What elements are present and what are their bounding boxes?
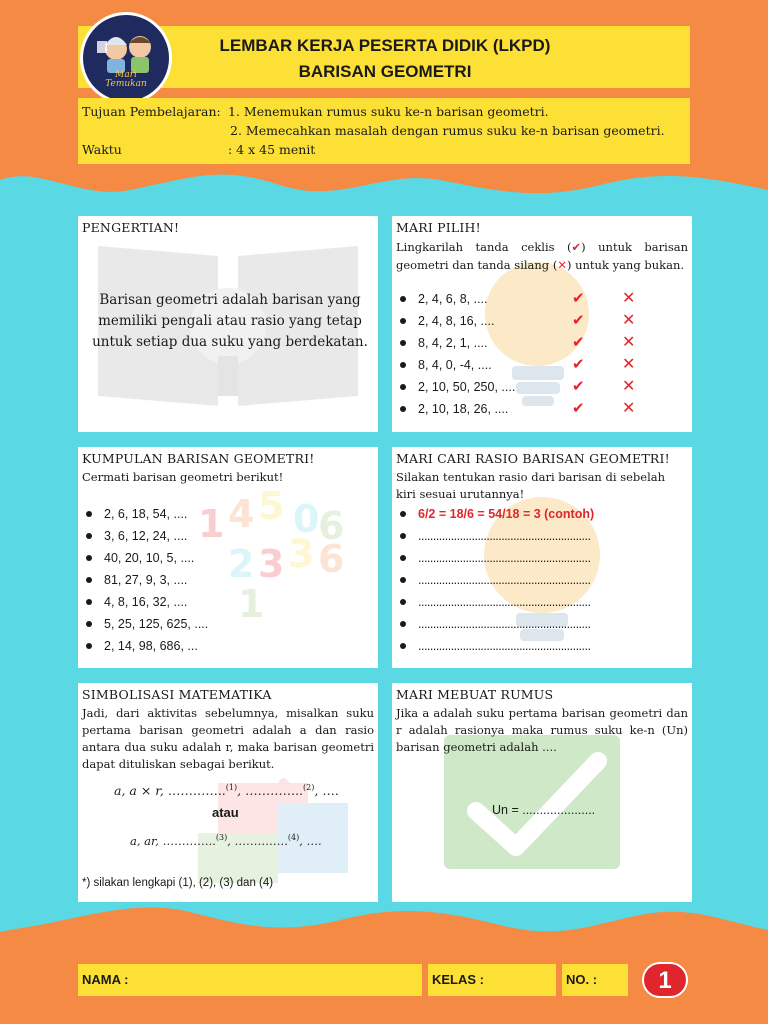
choose-item	[396, 332, 686, 354]
choose-item	[396, 310, 686, 332]
page-number-badge	[642, 962, 688, 998]
cross-icon[interactable]: ✕	[622, 312, 636, 329]
cross-icon[interactable]: ✕	[622, 356, 636, 373]
choose-title: MARI PILIH!	[396, 220, 481, 235]
check-icon[interactable]: ✔	[572, 356, 585, 373]
cross-icon[interactable]: ✕	[622, 400, 636, 417]
cross-mark-icon: ✕	[557, 258, 567, 272]
svg-text:1: 1	[198, 502, 225, 546]
page-subtitle: BARISAN GEOMETRI	[298, 62, 472, 81]
formula-1-sup2: (2)	[303, 783, 315, 792]
choose-list	[396, 288, 686, 420]
objectives-box	[78, 98, 690, 164]
choose-item-text: 8, 4, 2, 1, ....	[418, 336, 488, 350]
choose-item-text: 2, 10, 50, 250, ....	[418, 380, 516, 394]
ratio-title: MARI CARI RASIO BARISAN GEOMETRI!	[396, 451, 670, 466]
choose-item	[396, 376, 686, 398]
choose-item-text: 2, 4, 6, 8, ....	[418, 292, 488, 306]
definition-card	[78, 216, 378, 432]
class-field[interactable]	[428, 964, 556, 996]
formula-2-start: a, ar, …………..	[130, 833, 216, 848]
choose-item	[396, 288, 686, 310]
symbol-card	[78, 683, 378, 902]
check-icon[interactable]: ✔	[572, 290, 585, 307]
formula-card	[392, 683, 692, 902]
name-label: NAMA :	[82, 972, 129, 987]
ratio-blank[interactable]: ..........................................................	[396, 591, 686, 613]
page-title: LEMBAR KERJA PESERTA DIDIK (LKPD)	[219, 36, 551, 55]
cross-icon[interactable]: ✕	[622, 378, 636, 395]
time-value: : 4 x 45 menit	[228, 142, 316, 157]
formula-2-sup3: (3)	[215, 833, 228, 842]
choose-instruction	[396, 238, 688, 274]
ratio-card	[392, 447, 692, 668]
time-label: Waktu	[82, 142, 122, 157]
formula-1-mid: , …………..	[237, 783, 304, 799]
definition-text: Barisan geometri adalah barisan yang memiliki pengali atau rasio yang tetap untuk setiap dua suku yang berdekatan.	[92, 292, 368, 350]
logo-text-line1: Mari	[115, 70, 137, 80]
svg-text:5: 5	[258, 484, 285, 528]
sequence-item: 3, 6, 12, 24, ....	[82, 525, 282, 547]
choose-instruction-part2: ) untuk barisan geometri dan tanda silang (	[396, 240, 688, 272]
formula-1-start: a, a × r, …………..	[114, 783, 226, 799]
objective-1: 1. Menemukan rumus suku ke-n barisan geometri.	[228, 104, 549, 119]
collection-card	[78, 447, 378, 668]
collection-list	[82, 503, 285, 657]
sequence-item: 5, 25, 125, 625, ....	[82, 613, 282, 635]
sequence-item: 2, 14, 98, 686, ...	[82, 635, 282, 657]
check-mark-icon: ✔	[571, 240, 582, 254]
cross-icon[interactable]: ✕	[622, 290, 636, 307]
symbol-note: *) silakan lengkapi (1), (2), (3) dan (4)	[82, 877, 274, 889]
sequence-item: 40, 20, 10, 5, ....	[82, 547, 282, 569]
check-icon[interactable]: ✔	[572, 400, 585, 417]
choose-item-text: 2, 10, 18, 26, ....	[418, 402, 509, 416]
objective-2: 2. Memecahkan masalah dengan rumus suku ke-n barisan geometri.	[230, 123, 665, 138]
choose-item-text: 8, 4, 0, -4, ....	[418, 358, 492, 372]
svg-text:2: 2	[228, 542, 255, 586]
formula-2	[130, 833, 322, 848]
formula-1-sup1: (1)	[225, 783, 238, 792]
choose-instruction-part3: ) untuk yang bukan.	[566, 258, 685, 272]
formula-1-end: , ….	[314, 783, 339, 799]
choose-item	[396, 398, 686, 420]
objectives-label: Tujuan Pembelajaran:	[82, 104, 221, 119]
ratio-blank[interactable]: ..........................................................	[396, 613, 686, 635]
check-icon[interactable]: ✔	[572, 312, 585, 329]
svg-text:0: 0	[293, 497, 320, 541]
formula-2-mid: , …………..	[227, 833, 288, 848]
page-number: 1	[658, 967, 672, 994]
symbol-title: SIMBOLISASI MATEMATIKA	[82, 687, 272, 702]
svg-text:4: 4	[228, 492, 255, 536]
formula-title: MARI MEBUAT RUMUS	[396, 687, 554, 702]
formula-2-end: , ….	[299, 833, 322, 848]
collection-title: KUMPULAN BARISAN GEOMETRI!	[82, 451, 315, 466]
sequence-item: 4, 8, 16, 32, ....	[82, 591, 282, 613]
choose-card	[392, 216, 692, 432]
ratio-blank[interactable]: ..........................................................	[396, 569, 686, 591]
name-field[interactable]	[78, 964, 422, 996]
svg-text:6: 6	[318, 504, 345, 548]
formula-1	[114, 783, 339, 798]
sequence-item: 81, 27, 9, 3, ....	[82, 569, 282, 591]
check-icon[interactable]: ✔	[572, 334, 585, 351]
ratio-blank[interactable]: ..........................................................	[396, 547, 686, 569]
ratio-list	[396, 503, 686, 657]
choose-item	[396, 354, 686, 376]
ratio-blank[interactable]: ..........................................................	[396, 525, 686, 547]
logo	[80, 12, 172, 104]
definition-title: PENGERTIAN!	[82, 220, 180, 235]
formula-text: Jika a adalah suku pertama barisan geometri dan r adalah rasionya maka rumus suku ke-n (Un) barisan geometri adalah ....	[396, 706, 688, 754]
collection-subtitle: Cermati barisan geometri berikut!	[82, 470, 284, 484]
symbol-text: Jadi, dari aktivitas sebelumnya, misalkan suku pertama barisan geometri adalah a dan rasio antara dua suku adalah r, maka barisan geometri dapat dituliskan sebagai berikut.	[82, 706, 374, 771]
svg-text:6: 6	[318, 537, 345, 581]
logo-text-line2: Temukan	[105, 79, 147, 89]
choose-instruction-part1: Lingkarilah tanda ceklis (	[396, 240, 572, 254]
ratio-blank[interactable]: ..........................................................	[396, 635, 686, 657]
svg-text:1: 1	[238, 582, 265, 626]
ratio-example: 6/2 = 18/6 = 54/18 = 3 (contoh)	[396, 503, 686, 525]
sequence-item: 2, 6, 18, 54, ....	[82, 503, 282, 525]
un-field[interactable]: Un = .....................	[492, 803, 596, 817]
svg-text:3: 3	[288, 532, 315, 576]
number-field[interactable]	[562, 964, 628, 996]
formula-2-sup4: (4)	[287, 833, 300, 842]
svg-text:3: 3	[258, 542, 285, 586]
class-label: KELAS :	[432, 972, 484, 987]
choose-item-text: 2, 4, 8, 16, ....	[418, 314, 495, 328]
check-icon[interactable]: ✔	[572, 378, 585, 395]
atau-text: atau	[212, 805, 239, 820]
ratio-subtitle: Silakan tentukan rasio dari barisan di sebelah kiri sesuai urutannya!	[396, 470, 666, 501]
number-label: NO. :	[566, 972, 598, 987]
cross-icon[interactable]: ✕	[622, 334, 636, 351]
